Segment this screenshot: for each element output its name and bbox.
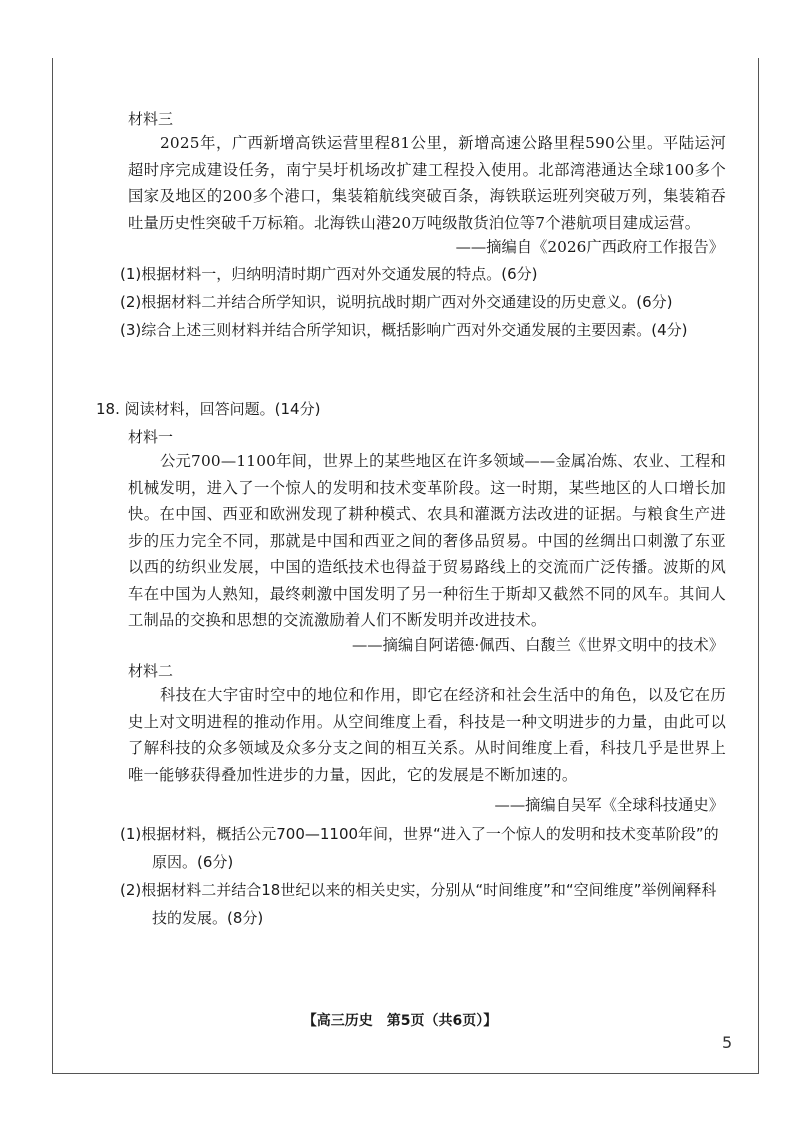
page-number: 5 [722, 1033, 733, 1052]
page-footer: 【高三历史 第5页（共6页）】 [302, 1013, 498, 1029]
q18-heading: 18. 阅读材料，回答问题。(14分) [96, 400, 321, 418]
q17-item-1: (1)根据材料一，归纳明清时期广西对外交通发展的特点。(6分) [120, 265, 538, 283]
q18-questions [120, 820, 726, 932]
material-1-source: ——摘编自阿诺德·佩西、白馥兰《世界文明中的技术》 [352, 636, 724, 654]
material-3-label: 材料三 [128, 110, 174, 128]
material-2-text: 科技在大宇宙时空中的地位和作用，即它在经济和社会生活中的角色，以及它在历史上对文明进程的推动作用。从空间维度上看，科技是一种文明进步的力量，由此可以了解科技的众多领域及众多分支之间的相互关系。从时间维度上看，科技几乎是世界上唯一能够获得叠加性进步的力量，因此，它的发展是不断加速的。 [128, 686, 726, 784]
material-3-text: 2025年，广西新增高铁运营里程81公里，新增高速公路里程590公里。平陆运河超时序完成建设任务，南宁吴圩机场改扩建工程投入使用。北部湾港通达全球100多个国家及地区的200多个港口，集装箱航线突破百条，海铁联运班列突破万列，集装箱吞吐量历史性突破千万标箱。北海铁山港20万吨级散货泊位等7个港航项目建成运营。 [128, 134, 726, 232]
q17-questions [120, 260, 726, 344]
material-3-source: ——摘编自《2026广西政府工作报告》 [455, 238, 724, 256]
material-1-label: 材料一 [128, 428, 174, 446]
material-2-source: ——摘编自吴军《全球科技通史》 [494, 796, 724, 814]
material-1-text: 公元700—1100年间，世界上的某些地区在许多领域——金属冶炼、农业、工程和机械发明，进入了一个惊人的发明和技术变革阶段。这一时期，某些地区的人口增长加快。在中国、西亚和欧洲发现了耕种模式、农具和灌溉方法改进的证据。与粮食生产进步的压力完全不同，那就是中国和西亚之间的奢侈品贸易。中国的丝绸出口刺激了东亚以西的纺织业发展，中国的造纸技术也得益于贸易路线上的交流而广泛传播。波斯的风车在中国为人熟知，最终刺激中国发明了另一种衍生于斯却又截然不同的风车。其间人工制品的交换和思想的交流激励着人们不断发明并改进技术。 [128, 452, 726, 629]
material-2-label: 材料二 [128, 662, 174, 680]
q17-item-2: (2)根据材料二并结合所学知识，说明抗战时期广西对外交通建设的历史意义。(6分) [120, 293, 673, 311]
q17-item-3: (3)综合上述三则材料并结合所学知识，概括影响广西对外交通发展的主要因素。(4分) [120, 321, 688, 339]
q18-item-2: (2)根据材料二并结合18世纪以来的相关史实，分别从“时间维度”和“空间维度”举例阐释科技的发展。(8分) [120, 881, 717, 927]
q18-item-1: (1)根据材料，概括公元700—1100年间，世界“进入了一个惊人的发明和技术变革阶段”的原因。(6分) [120, 825, 719, 871]
